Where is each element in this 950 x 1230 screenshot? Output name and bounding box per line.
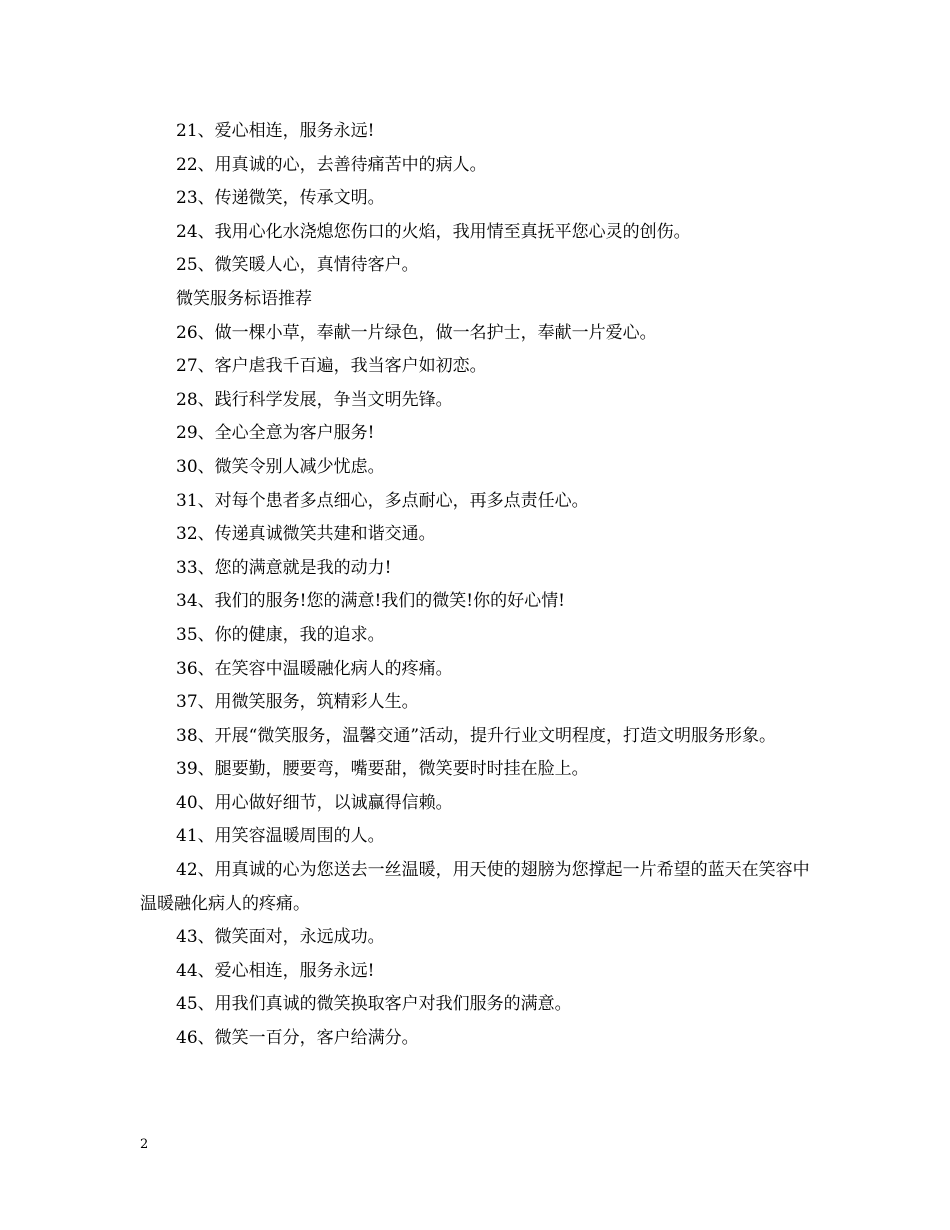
text-line: 30、微笑令别人减少忧虑。: [176, 456, 385, 477]
text-line: 21、爱心相连，服务永远!: [176, 121, 375, 141]
text-line: 29、全心全意为客户服务!: [176, 423, 375, 444]
text-line: 24、我用心化水浇熄您伤口的火焰，我用情至真抚平您心灵的创伤。: [176, 221, 691, 242]
text-line-wrapped: 38、开展“微笑服务，温馨交通”活动，提升行业文明程度，打造文明服务形象。: [176, 725, 777, 746]
text-line: 22、用真诚的心，去善待痛苦中的病人。: [176, 154, 487, 175]
page-number: 2: [140, 1137, 149, 1152]
document-body: [140, 115, 816, 1056]
text-line: 34、我们的服务!您的满意!我们的微笑!你的好心情!: [176, 591, 565, 612]
text-line: 26、做一棵小草，奉献一片绿色，做一名护士，奉献一片爱心。: [176, 322, 657, 343]
text-line: 36、在笑容中温暖融化病人的疼痛。: [176, 658, 453, 679]
text-line: 43、微笑面对，永远成功。: [176, 927, 385, 948]
text-line: 23、传递微笑，传承文明。: [176, 188, 385, 209]
text-line: 31、对每个患者多点细心，多点耐心，再多点责任心。: [176, 490, 589, 511]
text-line: 39、腿要勤，腰要弯，嘴要甜，微笑要时时挂在脸上。: [176, 759, 589, 780]
text-line: 40、用心做好细节，以诚赢得信赖。: [176, 792, 453, 813]
text-line: 32、传递真诚微笑共建和谐交通。: [176, 524, 436, 545]
text-line: 46、微笑一百分，客户给满分。: [176, 1028, 419, 1049]
text-line: 41、用笑容温暖周围的人。: [176, 826, 385, 847]
text-line: 28、践行科学发展，争当文明先锋。: [176, 389, 453, 410]
text-line-wrapped: 42、用真诚的心为您送去一丝温暖，用天使的翅膀为您撑起一片希望的蓝天在笑容中温暖融化病人的疼痛。: [140, 860, 810, 914]
text-line: 27、客户虐我千百遍，我当客户如初恋。: [176, 356, 487, 377]
text-line: 37、用微笑服务，筑精彩人生。: [176, 692, 419, 713]
text-line: 35、你的健康，我的追求。: [176, 624, 385, 645]
section-heading: 微笑服务标语推荐: [176, 288, 312, 309]
text-line: 44、爱心相连，服务永远!: [176, 960, 375, 981]
text-line: 33、您的满意就是我的动力!: [176, 557, 392, 578]
text-line: 25、微笑暖人心，真情待客户。: [176, 255, 419, 276]
text-line: 45、用我们真诚的微笑换取客户对我们服务的满意。: [176, 994, 572, 1015]
